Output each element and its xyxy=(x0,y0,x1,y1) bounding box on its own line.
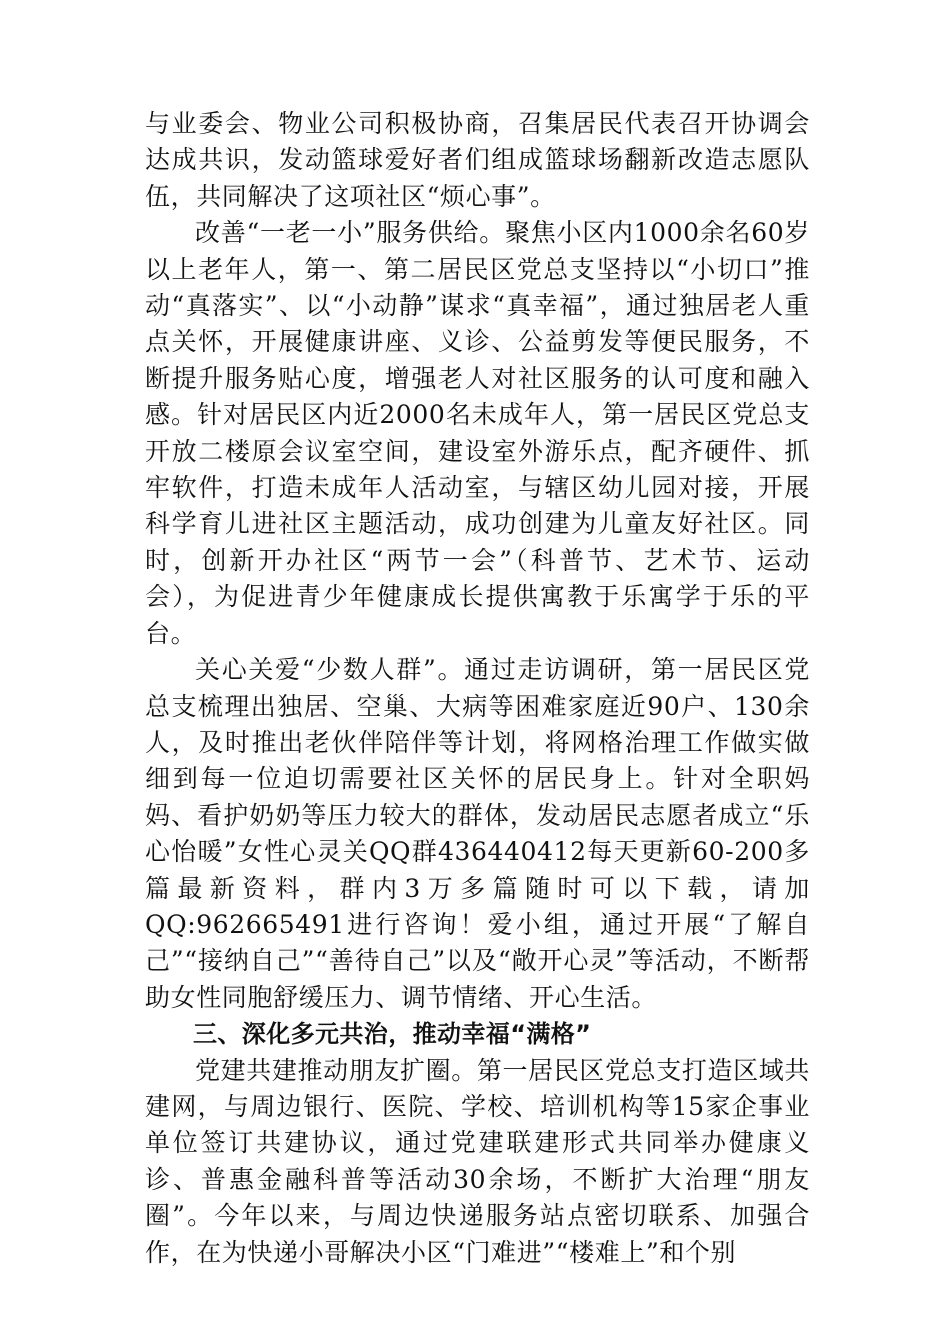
paragraph-elderly-children-services: 改善“一老一小”服务供给。聚焦小区内1000余名60岁以上老年人，第一、第二居民区党总支坚持以“小切口”推动“真落实”、以“小动静”谋求“真幸福”，通过独居老人重点关怀，开展健康讲座、义诊、公益剪发等便民服务，不断提升服务贴心度，增强老人对社区服务的认可度和融入感。针对居民区内近2000名未成年人，第一居民区党总支开放二楼原会议室空间，建设室外游乐点，配齐硬件、抓牢软件，打造未成年人活动室，与辖区幼儿园对接，开展科学育儿进社区主题活动，成功创建为儿童友好社区。同时，创新开办社区“两节一会”（科普节、艺术节、运动会），为促进青少年健康成长提供寓教于乐寓学于乐的平台。 xyxy=(145,218,810,648)
paragraph-continuation: 与业委会、物业公司积极协商，召集居民代表召开协调会达成共识，发动篮球爱好者们组成篮球场翻新改造志愿队伍，共同解决了这项社区“烦心事”。 xyxy=(145,109,810,211)
document-page xyxy=(145,106,810,1271)
paragraph-party-building-cooperation: 党建共建推动朋友扩圈。第一居民区党总支打造区域共建网，与周边银行、医院、学校、培训机构等15家企事业单位签订共建协议，通过党建联建形式共同举办健康义诊、普惠金融科普等活动30余场，不断扩大治理“朋友圈”。今年以来，与周边快递服务站点密切联系、加强合作，在为快递小哥解决小区“门难进”“楼难上”和个别 xyxy=(145,1055,810,1267)
paragraph-minority-groups-care: 关心关爱“少数人群”。通过走访调研，第一居民区党总支梳理出独居、空巢、大病等困难家庭近90户、130余人，及时推出老伙伴陪伴等计划，将网格治理工作做实做细到每一位迫切需要社区关怀的居民身上。针对全职妈妈、看护奶奶等压力较大的群体，发动居民志愿者成立“乐心怡暖”女性心灵关QQ群436440412每天更新60-200多篇最新资料，群内3万多篇随时可以下载，请加QQ:962665491进行咨询！爱小组，通过开展“了解自己”“接纳自己”“善待自己”以及“敞开心灵”等活动，不断帮助女性同胞舒缓压力、调节情绪、开心生活。 xyxy=(145,655,810,1012)
section-heading: 三、深化多元共治，推动幸福“满格” xyxy=(193,1020,592,1049)
